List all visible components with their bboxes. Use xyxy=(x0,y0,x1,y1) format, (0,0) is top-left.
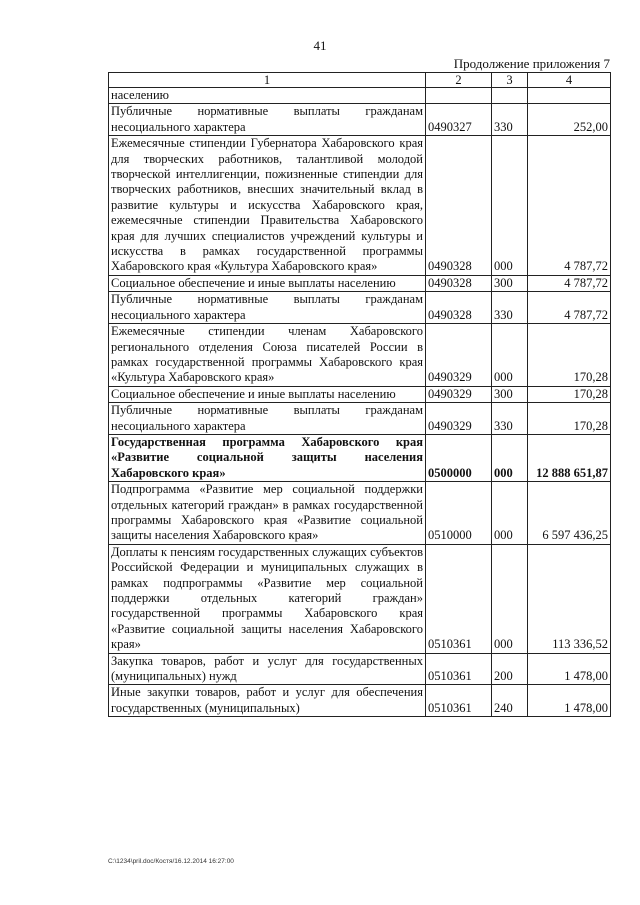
row-target-code: 0490328 xyxy=(426,275,492,291)
row-amount: 1 478,00 xyxy=(528,685,611,717)
row-amount: 12 888 651,87 xyxy=(528,434,611,481)
row-expense-type: 000 xyxy=(492,434,528,481)
row-expense-type: 330 xyxy=(492,104,528,136)
table-row xyxy=(109,482,611,545)
table-header-row xyxy=(109,73,611,88)
table-row xyxy=(109,104,611,136)
table-row xyxy=(109,88,611,104)
row-target-code: 0490329 xyxy=(426,324,492,387)
row-target-code: 0490329 xyxy=(426,386,492,402)
row-expense-type: 000 xyxy=(492,544,528,653)
row-description: Публичные нормативные выплаты гражданам несоциального характера xyxy=(109,403,426,435)
row-expense-type: 300 xyxy=(492,275,528,291)
row-amount xyxy=(528,88,611,104)
row-amount: 170,28 xyxy=(528,403,611,435)
row-expense-type: 330 xyxy=(492,403,528,435)
row-target-code xyxy=(426,88,492,104)
row-expense-type: 000 xyxy=(492,136,528,276)
row-target-code: 0510361 xyxy=(426,653,492,685)
row-expense-type xyxy=(492,88,528,104)
row-amount: 6 597 436,25 xyxy=(528,482,611,545)
row-amount: 170,28 xyxy=(528,386,611,402)
row-description: Закупка товаров, работ и услуг для государственных (муниципальных) нужд xyxy=(109,653,426,685)
table-row xyxy=(109,292,611,324)
row-amount: 1 478,00 xyxy=(528,653,611,685)
table-row xyxy=(109,275,611,291)
table-row xyxy=(109,544,611,653)
row-target-code: 0510361 xyxy=(426,544,492,653)
row-amount: 170,28 xyxy=(528,324,611,387)
row-amount: 252,00 xyxy=(528,104,611,136)
row-expense-type: 200 xyxy=(492,653,528,685)
row-amount: 4 787,72 xyxy=(528,136,611,276)
row-amount: 4 787,72 xyxy=(528,292,611,324)
continuation-label: Продолжение приложения 7 xyxy=(453,56,610,71)
row-expense-type: 330 xyxy=(492,292,528,324)
row-description: Социальное обеспечение и иные выплаты населению xyxy=(109,275,426,291)
header-col-4: 4 xyxy=(528,73,611,88)
row-expense-type: 000 xyxy=(492,324,528,387)
row-description: Публичные нормативные выплаты гражданам несоциального характера xyxy=(109,104,426,136)
row-target-code: 0510000 xyxy=(426,482,492,545)
header-col-2: 2 xyxy=(426,73,492,88)
table-row xyxy=(109,324,611,387)
row-description: Подпрограмма «Развитие мер социальной поддержки отдельных категорий граждан» в рамках государственной программы Хабаровского края «Развитие социальной защиты населения Хабаровского края» xyxy=(109,482,426,545)
header-col-3: 3 xyxy=(492,73,528,88)
row-amount: 113 336,52 xyxy=(528,544,611,653)
row-description: Публичные нормативные выплаты гражданам несоциального характера xyxy=(109,292,426,324)
row-description: Государственная программа Хабаровского края «Развитие социальной защиты населения Хабаровского края» xyxy=(109,434,426,481)
budget-table xyxy=(108,72,611,717)
row-amount: 4 787,72 xyxy=(528,275,611,291)
row-target-code: 0490328 xyxy=(426,136,492,276)
row-description: Ежемесячные стипендии членам Хабаровского регионального отделения Союза писателей России в рамках государственной программы Хабаровского края «Культура Хабаровского края» xyxy=(109,324,426,387)
table-row xyxy=(109,653,611,685)
table-row xyxy=(109,434,611,481)
table-row xyxy=(109,403,611,435)
row-description: Социальное обеспечение и иные выплаты населению xyxy=(109,386,426,402)
table-row xyxy=(109,136,611,276)
header-col-1: 1 xyxy=(109,73,426,88)
row-target-code: 0490327 xyxy=(426,104,492,136)
row-target-code: 0500000 xyxy=(426,434,492,481)
row-target-code: 0490328 xyxy=(426,292,492,324)
table-row xyxy=(109,685,611,717)
file-path-footer: C:\1234\pril.doc/Костя/16.12.2014 16:27:00 xyxy=(108,858,234,865)
row-description: Доплаты к пенсиям государственных служащих субъектов Российской Федерации и муниципальных служащих в рамках подпрограммы «Развитие мер социальной поддержки отдельных категорий граждан» государственной программы Хабаровского края «Развитие социальной защиты населения Хабаровского края» xyxy=(109,544,426,653)
row-expense-type: 300 xyxy=(492,386,528,402)
row-description: населению xyxy=(109,88,426,104)
row-expense-type: 000 xyxy=(492,482,528,545)
table-row xyxy=(109,386,611,402)
row-expense-type: 240 xyxy=(492,685,528,717)
row-description: Ежемесячные стипендии Губернатора Хабаровского края для творческих работников, талантливой молодой творческой интеллигенции, пожизненные стипендии для творческих работников, внесших значительный вклад в развитие культуры и искусства Хабаровского края, ежемесячные стипендии Правительства Хабаровского края для лучших специалистов учреждений культуры и искусства в рамках государственной программы Хабаровского края «Культура Хабаровского края» xyxy=(109,136,426,276)
page-number: 41 xyxy=(313,38,327,53)
row-description: Иные закупки товаров, работ и услуг для обеспечения государственных (муниципальных) xyxy=(109,685,426,717)
row-target-code: 0490329 xyxy=(426,403,492,435)
row-target-code: 0510361 xyxy=(426,685,492,717)
